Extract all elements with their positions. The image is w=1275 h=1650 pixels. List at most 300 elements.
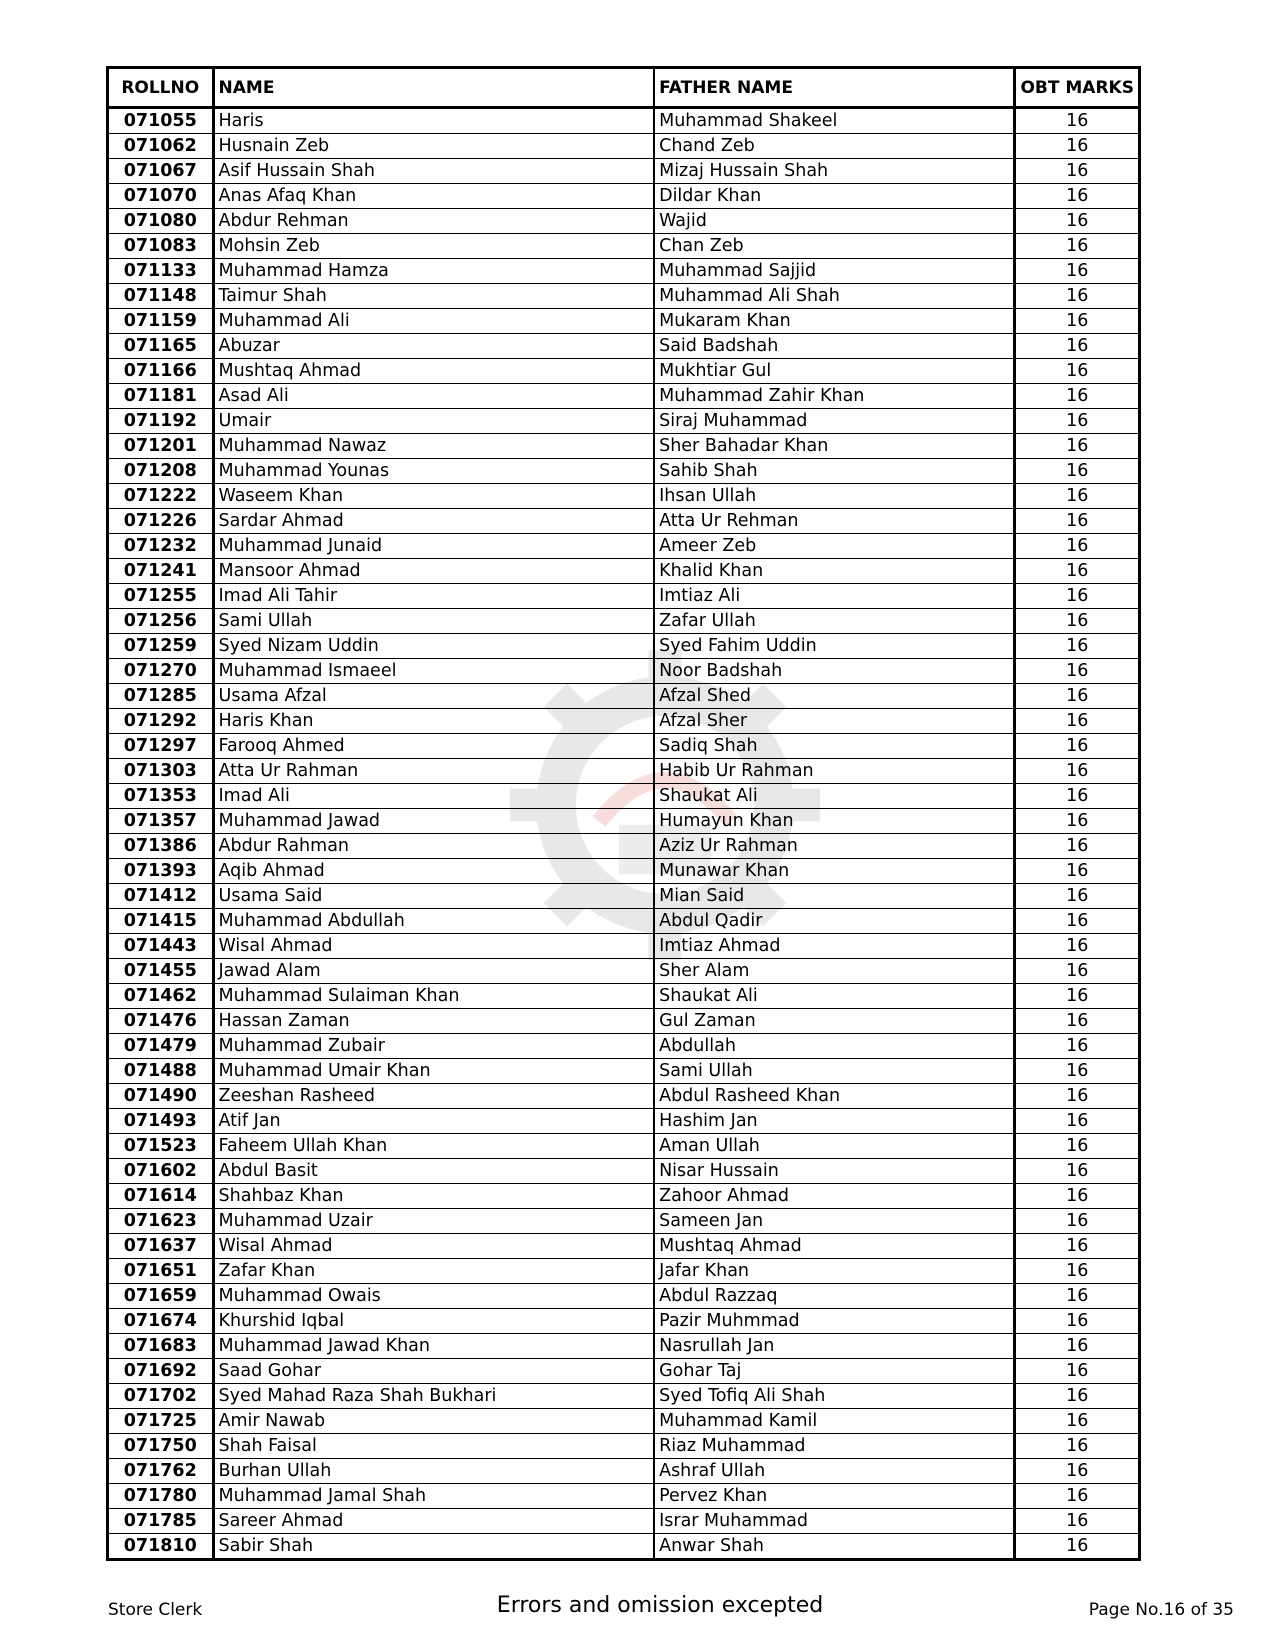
obtained-marks-cell: 16 bbox=[1015, 1284, 1140, 1309]
father-name-cell: Abdullah bbox=[654, 1034, 1015, 1059]
father-name-cell: Mian Said bbox=[654, 884, 1015, 909]
father-name-cell: Mukaram Khan bbox=[654, 309, 1015, 334]
roll-number-cell: 071780 bbox=[108, 1484, 214, 1509]
obtained-marks-cell: 16 bbox=[1015, 1234, 1140, 1259]
obtained-marks-cell: 16 bbox=[1015, 634, 1140, 659]
table-row bbox=[108, 1259, 1140, 1284]
student-name-cell: Muhammad Ismaeel bbox=[213, 659, 654, 684]
obtained-marks-cell: 16 bbox=[1015, 984, 1140, 1009]
obtained-marks-cell: 16 bbox=[1015, 609, 1140, 634]
table-row bbox=[108, 984, 1140, 1009]
table-row bbox=[108, 384, 1140, 409]
table-row bbox=[108, 1234, 1140, 1259]
student-name-cell: Haris Khan bbox=[213, 709, 654, 734]
roll-number-cell: 071488 bbox=[108, 1059, 214, 1084]
obtained-marks-cell: 16 bbox=[1015, 1134, 1140, 1159]
table-row bbox=[108, 334, 1140, 359]
table-row bbox=[108, 609, 1140, 634]
table-row bbox=[108, 159, 1140, 184]
obtained-marks-cell: 16 bbox=[1015, 234, 1140, 259]
student-name-cell: Saad Gohar bbox=[213, 1359, 654, 1384]
table-row bbox=[108, 1459, 1140, 1484]
roll-number-cell: 071479 bbox=[108, 1034, 214, 1059]
student-name-cell: Muhammad Umair Khan bbox=[213, 1059, 654, 1084]
obtained-marks-cell: 16 bbox=[1015, 334, 1140, 359]
roll-number-cell: 071192 bbox=[108, 409, 214, 434]
student-name-cell: Faheem Ullah Khan bbox=[213, 1134, 654, 1159]
table-row bbox=[108, 584, 1140, 609]
obtained-marks-cell: 16 bbox=[1015, 184, 1140, 209]
father-name-cell: Gul Zaman bbox=[654, 1009, 1015, 1034]
roll-number-cell: 071386 bbox=[108, 834, 214, 859]
father-name-cell: Zafar Ullah bbox=[654, 609, 1015, 634]
obtained-marks-cell: 16 bbox=[1015, 384, 1140, 409]
roll-number-cell: 071725 bbox=[108, 1409, 214, 1434]
table-row bbox=[108, 884, 1140, 909]
table-row bbox=[108, 1509, 1140, 1534]
obtained-marks-cell: 16 bbox=[1015, 509, 1140, 534]
roll-number-cell: 071614 bbox=[108, 1184, 214, 1209]
student-name-cell: Burhan Ullah bbox=[213, 1459, 654, 1484]
father-name-cell: Imtiaz Ahmad bbox=[654, 934, 1015, 959]
header-rollno: ROLLNO bbox=[108, 68, 214, 108]
father-name-cell: Abdul Qadir bbox=[654, 909, 1015, 934]
father-name-cell: Muhammad Kamil bbox=[654, 1409, 1015, 1434]
obtained-marks-cell: 16 bbox=[1015, 1159, 1140, 1184]
table-row bbox=[108, 409, 1140, 434]
table-row bbox=[108, 1384, 1140, 1409]
roll-number-cell: 071692 bbox=[108, 1359, 214, 1384]
table-row bbox=[108, 634, 1140, 659]
father-name-cell: Sami Ullah bbox=[654, 1059, 1015, 1084]
table-row bbox=[108, 659, 1140, 684]
results-table bbox=[106, 66, 1141, 1561]
father-name-cell: Imtiaz Ali bbox=[654, 584, 1015, 609]
student-name-cell: Waseem Khan bbox=[213, 484, 654, 509]
roll-number-cell: 071357 bbox=[108, 809, 214, 834]
father-name-cell: Afzal Shed bbox=[654, 684, 1015, 709]
roll-number-cell: 071067 bbox=[108, 159, 214, 184]
obtained-marks-cell: 16 bbox=[1015, 1109, 1140, 1134]
table-body bbox=[108, 108, 1140, 1560]
table-row bbox=[108, 1159, 1140, 1184]
roll-number-cell: 071476 bbox=[108, 1009, 214, 1034]
table-row bbox=[108, 1059, 1140, 1084]
student-name-cell: Muhammad Jamal Shah bbox=[213, 1484, 654, 1509]
father-name-cell: Wajid bbox=[654, 209, 1015, 234]
roll-number-cell: 071232 bbox=[108, 534, 214, 559]
student-name-cell: Taimur Shah bbox=[213, 284, 654, 309]
roll-number-cell: 071785 bbox=[108, 1509, 214, 1534]
roll-number-cell: 071083 bbox=[108, 234, 214, 259]
obtained-marks-cell: 16 bbox=[1015, 1384, 1140, 1409]
footer-page-number: Page No.16 of 35 bbox=[1088, 1600, 1234, 1620]
roll-number-cell: 071623 bbox=[108, 1209, 214, 1234]
student-name-cell: Abdul Basit bbox=[213, 1159, 654, 1184]
father-name-cell: Mukhtiar Gul bbox=[654, 359, 1015, 384]
student-name-cell: Muhammad Sulaiman Khan bbox=[213, 984, 654, 1009]
father-name-cell: Sher Bahadar Khan bbox=[654, 434, 1015, 459]
father-name-cell: Ihsan Ullah bbox=[654, 484, 1015, 509]
table-row bbox=[108, 1334, 1140, 1359]
table-row bbox=[108, 108, 1140, 134]
table-header-row bbox=[108, 68, 1140, 108]
obtained-marks-cell: 16 bbox=[1015, 409, 1140, 434]
student-name-cell: Asad Ali bbox=[213, 384, 654, 409]
roll-number-cell: 071683 bbox=[108, 1334, 214, 1359]
obtained-marks-cell: 16 bbox=[1015, 159, 1140, 184]
roll-number-cell: 071702 bbox=[108, 1384, 214, 1409]
father-name-cell: Aman Ullah bbox=[654, 1134, 1015, 1159]
student-name-cell: Muhammad Jawad bbox=[213, 809, 654, 834]
roll-number-cell: 071651 bbox=[108, 1259, 214, 1284]
obtained-marks-cell: 16 bbox=[1015, 434, 1140, 459]
table-row bbox=[108, 434, 1140, 459]
student-name-cell: Usama Said bbox=[213, 884, 654, 909]
roll-number-cell: 071222 bbox=[108, 484, 214, 509]
student-name-cell: Muhammad Nawaz bbox=[213, 434, 654, 459]
table-row bbox=[108, 834, 1140, 859]
father-name-cell: Gohar Taj bbox=[654, 1359, 1015, 1384]
obtained-marks-cell: 16 bbox=[1015, 284, 1140, 309]
header-father-name: FATHER NAME bbox=[654, 68, 1015, 108]
roll-number-cell: 071166 bbox=[108, 359, 214, 384]
table-row bbox=[108, 1184, 1140, 1209]
father-name-cell: Humayun Khan bbox=[654, 809, 1015, 834]
obtained-marks-cell: 16 bbox=[1015, 934, 1140, 959]
student-name-cell: Muhammad Junaid bbox=[213, 534, 654, 559]
roll-number-cell: 071462 bbox=[108, 984, 214, 1009]
table-row bbox=[108, 1284, 1140, 1309]
obtained-marks-cell: 16 bbox=[1015, 584, 1140, 609]
student-name-cell: Farooq Ahmed bbox=[213, 734, 654, 759]
roll-number-cell: 071353 bbox=[108, 784, 214, 809]
roll-number-cell: 071241 bbox=[108, 559, 214, 584]
table-row bbox=[108, 1359, 1140, 1384]
obtained-marks-cell: 16 bbox=[1015, 484, 1140, 509]
father-name-cell: Mizaj Hussain Shah bbox=[654, 159, 1015, 184]
obtained-marks-cell: 16 bbox=[1015, 1359, 1140, 1384]
student-name-cell: Shah Faisal bbox=[213, 1434, 654, 1459]
student-name-cell: Atta Ur Rahman bbox=[213, 759, 654, 784]
student-name-cell: Husnain Zeb bbox=[213, 134, 654, 159]
obtained-marks-cell: 16 bbox=[1015, 1059, 1140, 1084]
father-name-cell: Afzal Sher bbox=[654, 709, 1015, 734]
roll-number-cell: 071080 bbox=[108, 209, 214, 234]
table-row bbox=[108, 1534, 1140, 1560]
father-name-cell: Pazir Muhmmad bbox=[654, 1309, 1015, 1334]
table-row bbox=[108, 934, 1140, 959]
obtained-marks-cell: 16 bbox=[1015, 1434, 1140, 1459]
obtained-marks-cell: 16 bbox=[1015, 1084, 1140, 1109]
obtained-marks-cell: 16 bbox=[1015, 734, 1140, 759]
obtained-marks-cell: 16 bbox=[1015, 459, 1140, 484]
table-row bbox=[108, 784, 1140, 809]
table-row bbox=[108, 1034, 1140, 1059]
obtained-marks-cell: 16 bbox=[1015, 1209, 1140, 1234]
father-name-cell: Jafar Khan bbox=[654, 1259, 1015, 1284]
obtained-marks-cell: 16 bbox=[1015, 759, 1140, 784]
father-name-cell: Ameer Zeb bbox=[654, 534, 1015, 559]
roll-number-cell: 071750 bbox=[108, 1434, 214, 1459]
obtained-marks-cell: 16 bbox=[1015, 1409, 1140, 1434]
father-name-cell: Noor Badshah bbox=[654, 659, 1015, 684]
footer-store-clerk: Store Clerk bbox=[108, 1600, 203, 1620]
table-row bbox=[108, 1484, 1140, 1509]
obtained-marks-cell: 16 bbox=[1015, 1509, 1140, 1534]
table-row bbox=[108, 909, 1140, 934]
student-name-cell: Mushtaq Ahmad bbox=[213, 359, 654, 384]
roll-number-cell: 071055 bbox=[108, 108, 214, 134]
father-name-cell: Said Badshah bbox=[654, 334, 1015, 359]
father-name-cell: Atta Ur Rehman bbox=[654, 509, 1015, 534]
father-name-cell: Munawar Khan bbox=[654, 859, 1015, 884]
father-name-cell: Shaukat Ali bbox=[654, 784, 1015, 809]
student-name-cell: Muhammad Jawad Khan bbox=[213, 1334, 654, 1359]
roll-number-cell: 071208 bbox=[108, 459, 214, 484]
student-name-cell: Mansoor Ahmad bbox=[213, 559, 654, 584]
father-name-cell: Sadiq Shah bbox=[654, 734, 1015, 759]
student-name-cell: Haris bbox=[213, 108, 654, 134]
obtained-marks-cell: 16 bbox=[1015, 1459, 1140, 1484]
obtained-marks-cell: 16 bbox=[1015, 259, 1140, 284]
student-name-cell: Imad Ali bbox=[213, 784, 654, 809]
table-row bbox=[108, 184, 1140, 209]
table-row bbox=[108, 559, 1140, 584]
roll-number-cell: 071255 bbox=[108, 584, 214, 609]
student-name-cell: Imad Ali Tahir bbox=[213, 584, 654, 609]
student-name-cell: Muhammad Abdullah bbox=[213, 909, 654, 934]
student-name-cell: Muhammad Younas bbox=[213, 459, 654, 484]
roll-number-cell: 071256 bbox=[108, 609, 214, 634]
roll-number-cell: 071070 bbox=[108, 184, 214, 209]
table-row bbox=[108, 134, 1140, 159]
table-row bbox=[108, 734, 1140, 759]
father-name-cell: Syed Fahim Uddin bbox=[654, 634, 1015, 659]
roll-number-cell: 071285 bbox=[108, 684, 214, 709]
roll-number-cell: 071062 bbox=[108, 134, 214, 159]
student-name-cell: Khurshid Iqbal bbox=[213, 1309, 654, 1334]
table-row bbox=[108, 484, 1140, 509]
table-row bbox=[108, 284, 1140, 309]
student-name-cell: Abdur Rehman bbox=[213, 209, 654, 234]
obtained-marks-cell: 16 bbox=[1015, 1309, 1140, 1334]
obtained-marks-cell: 16 bbox=[1015, 534, 1140, 559]
table-row bbox=[108, 359, 1140, 384]
father-name-cell: Siraj Muhammad bbox=[654, 409, 1015, 434]
student-name-cell: Muhammad Hamza bbox=[213, 259, 654, 284]
father-name-cell: Habib Ur Rahman bbox=[654, 759, 1015, 784]
obtained-marks-cell: 16 bbox=[1015, 134, 1140, 159]
father-name-cell: Anwar Shah bbox=[654, 1534, 1015, 1560]
father-name-cell: Nasrullah Jan bbox=[654, 1334, 1015, 1359]
father-name-cell: Chand Zeb bbox=[654, 134, 1015, 159]
roll-number-cell: 071493 bbox=[108, 1109, 214, 1134]
roll-number-cell: 071490 bbox=[108, 1084, 214, 1109]
table-row bbox=[108, 859, 1140, 884]
father-name-cell: Shaukat Ali bbox=[654, 984, 1015, 1009]
obtained-marks-cell: 16 bbox=[1015, 309, 1140, 334]
student-name-cell: Syed Mahad Raza Shah Bukhari bbox=[213, 1384, 654, 1409]
student-name-cell: Shahbaz Khan bbox=[213, 1184, 654, 1209]
table-row bbox=[108, 1434, 1140, 1459]
table-row bbox=[108, 1109, 1140, 1134]
table-row bbox=[108, 309, 1140, 334]
father-name-cell: Dildar Khan bbox=[654, 184, 1015, 209]
table-row bbox=[108, 1084, 1140, 1109]
student-name-cell: Umair bbox=[213, 409, 654, 434]
father-name-cell: Abdul Razzaq bbox=[654, 1284, 1015, 1309]
roll-number-cell: 071674 bbox=[108, 1309, 214, 1334]
obtained-marks-cell: 16 bbox=[1015, 709, 1140, 734]
table-row bbox=[108, 1009, 1140, 1034]
roll-number-cell: 071270 bbox=[108, 659, 214, 684]
table-row bbox=[108, 534, 1140, 559]
roll-number-cell: 071148 bbox=[108, 284, 214, 309]
roll-number-cell: 071412 bbox=[108, 884, 214, 909]
table-row bbox=[108, 959, 1140, 984]
table-row bbox=[108, 459, 1140, 484]
table-row bbox=[108, 1409, 1140, 1434]
obtained-marks-cell: 16 bbox=[1015, 884, 1140, 909]
roll-number-cell: 071659 bbox=[108, 1284, 214, 1309]
father-name-cell: Khalid Khan bbox=[654, 559, 1015, 584]
table-row bbox=[108, 1209, 1140, 1234]
obtained-marks-cell: 16 bbox=[1015, 1009, 1140, 1034]
father-name-cell: Riaz Muhammad bbox=[654, 1434, 1015, 1459]
roll-number-cell: 071165 bbox=[108, 334, 214, 359]
father-name-cell: Hashim Jan bbox=[654, 1109, 1015, 1134]
roll-number-cell: 071292 bbox=[108, 709, 214, 734]
obtained-marks-cell: 16 bbox=[1015, 784, 1140, 809]
father-name-cell: Zahoor Ahmad bbox=[654, 1184, 1015, 1209]
student-name-cell: Aqib Ahmad bbox=[213, 859, 654, 884]
obtained-marks-cell: 16 bbox=[1015, 909, 1140, 934]
table-row bbox=[108, 759, 1140, 784]
table-row bbox=[108, 809, 1140, 834]
student-name-cell: Jawad Alam bbox=[213, 959, 654, 984]
obtained-marks-cell: 16 bbox=[1015, 959, 1140, 984]
roll-number-cell: 071637 bbox=[108, 1234, 214, 1259]
roll-number-cell: 071159 bbox=[108, 309, 214, 334]
table-row bbox=[108, 1309, 1140, 1334]
father-name-cell: Mushtaq Ahmad bbox=[654, 1234, 1015, 1259]
father-name-cell: Aziz Ur Rahman bbox=[654, 834, 1015, 859]
father-name-cell: Chan Zeb bbox=[654, 234, 1015, 259]
father-name-cell: Muhammad Ali Shah bbox=[654, 284, 1015, 309]
student-name-cell: Sardar Ahmad bbox=[213, 509, 654, 534]
table-row bbox=[108, 209, 1140, 234]
footer-errors-note: Errors and omission excepted bbox=[496, 1593, 824, 1618]
father-name-cell: Sahib Shah bbox=[654, 459, 1015, 484]
roll-number-cell: 071762 bbox=[108, 1459, 214, 1484]
obtained-marks-cell: 16 bbox=[1015, 1259, 1140, 1284]
roll-number-cell: 071303 bbox=[108, 759, 214, 784]
obtained-marks-cell: 16 bbox=[1015, 1484, 1140, 1509]
student-name-cell: Muhammad Owais bbox=[213, 1284, 654, 1309]
roll-number-cell: 071297 bbox=[108, 734, 214, 759]
father-name-cell: Israr Muhammad bbox=[654, 1509, 1015, 1534]
obtained-marks-cell: 16 bbox=[1015, 834, 1140, 859]
obtained-marks-cell: 16 bbox=[1015, 1534, 1140, 1560]
table-row bbox=[108, 259, 1140, 284]
student-name-cell: Sami Ullah bbox=[213, 609, 654, 634]
father-name-cell: Muhammad Shakeel bbox=[654, 108, 1015, 134]
student-name-cell: Mohsin Zeb bbox=[213, 234, 654, 259]
obtained-marks-cell: 16 bbox=[1015, 1034, 1140, 1059]
father-name-cell: Ashraf Ullah bbox=[654, 1459, 1015, 1484]
roll-number-cell: 071133 bbox=[108, 259, 214, 284]
obtained-marks-cell: 16 bbox=[1015, 859, 1140, 884]
student-name-cell: Zeeshan Rasheed bbox=[213, 1084, 654, 1109]
roll-number-cell: 071226 bbox=[108, 509, 214, 534]
table-row bbox=[108, 684, 1140, 709]
student-name-cell: Wisal Ahmad bbox=[213, 934, 654, 959]
roll-number-cell: 071602 bbox=[108, 1159, 214, 1184]
student-name-cell: Atif Jan bbox=[213, 1109, 654, 1134]
student-name-cell: Muhammad Ali bbox=[213, 309, 654, 334]
student-name-cell: Hassan Zaman bbox=[213, 1009, 654, 1034]
father-name-cell: Pervez Khan bbox=[654, 1484, 1015, 1509]
table-row bbox=[108, 709, 1140, 734]
student-name-cell: Zafar Khan bbox=[213, 1259, 654, 1284]
student-name-cell: Anas Afaq Khan bbox=[213, 184, 654, 209]
obtained-marks-cell: 16 bbox=[1015, 359, 1140, 384]
student-name-cell: Abdur Rahman bbox=[213, 834, 654, 859]
obtained-marks-cell: 16 bbox=[1015, 209, 1140, 234]
roll-number-cell: 071523 bbox=[108, 1134, 214, 1159]
obtained-marks-cell: 16 bbox=[1015, 1184, 1140, 1209]
roll-number-cell: 071259 bbox=[108, 634, 214, 659]
roll-number-cell: 071181 bbox=[108, 384, 214, 409]
roll-number-cell: 071443 bbox=[108, 934, 214, 959]
obtained-marks-cell: 16 bbox=[1015, 809, 1140, 834]
roll-number-cell: 071415 bbox=[108, 909, 214, 934]
student-name-cell: Usama Afzal bbox=[213, 684, 654, 709]
student-name-cell: Muhammad Uzair bbox=[213, 1209, 654, 1234]
father-name-cell: Muhammad Sajjid bbox=[654, 259, 1015, 284]
student-name-cell: Asif Hussain Shah bbox=[213, 159, 654, 184]
obtained-marks-cell: 16 bbox=[1015, 684, 1140, 709]
obtained-marks-cell: 16 bbox=[1015, 108, 1140, 134]
obtained-marks-cell: 16 bbox=[1015, 559, 1140, 584]
roll-number-cell: 071810 bbox=[108, 1534, 214, 1560]
table-row bbox=[108, 509, 1140, 534]
roll-number-cell: 071393 bbox=[108, 859, 214, 884]
student-name-cell: Amir Nawab bbox=[213, 1409, 654, 1434]
father-name-cell: Nisar Hussain bbox=[654, 1159, 1015, 1184]
table-row bbox=[108, 234, 1140, 259]
father-name-cell: Sher Alam bbox=[654, 959, 1015, 984]
header-name: NAME bbox=[213, 68, 654, 108]
father-name-cell: Syed Tofiq Ali Shah bbox=[654, 1384, 1015, 1409]
student-name-cell: Syed Nizam Uddin bbox=[213, 634, 654, 659]
obtained-marks-cell: 16 bbox=[1015, 1334, 1140, 1359]
father-name-cell: Muhammad Zahir Khan bbox=[654, 384, 1015, 409]
father-name-cell: Sameen Jan bbox=[654, 1209, 1015, 1234]
student-name-cell: Wisal Ahmad bbox=[213, 1234, 654, 1259]
student-name-cell: Sareer Ahmad bbox=[213, 1509, 654, 1534]
roll-number-cell: 071201 bbox=[108, 434, 214, 459]
header-obt-marks: OBT MARKS bbox=[1015, 68, 1140, 108]
obtained-marks-cell: 16 bbox=[1015, 659, 1140, 684]
student-name-cell: Muhammad Zubair bbox=[213, 1034, 654, 1059]
student-name-cell: Abuzar bbox=[213, 334, 654, 359]
table-row bbox=[108, 1134, 1140, 1159]
roll-number-cell: 071455 bbox=[108, 959, 214, 984]
father-name-cell: Abdul Rasheed Khan bbox=[654, 1084, 1015, 1109]
student-name-cell: Sabir Shah bbox=[213, 1534, 654, 1560]
